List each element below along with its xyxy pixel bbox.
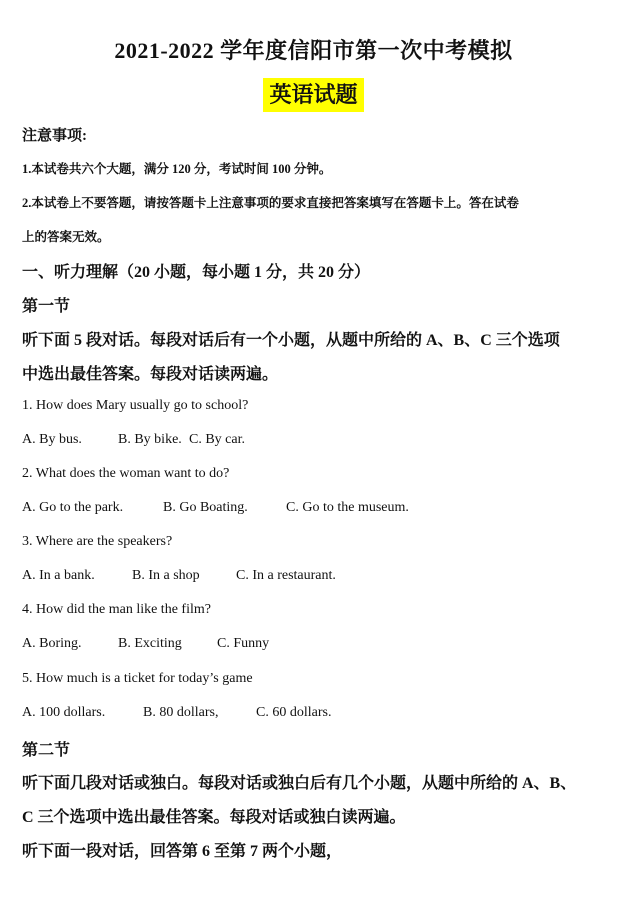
notice-item-2-line-1: 2.本试卷上不要答题，请按答题卡上注意事项的要求直接把答案填写在答题卡上。答在试卷 <box>22 196 519 210</box>
option-c: C. 60 dollars. <box>256 705 332 720</box>
option-b: B. In a shop <box>132 568 200 583</box>
question-2-options <box>22 500 609 516</box>
part-2-instruction-line-2: C 三个选项中选出最佳答案。每段对话或独白读两遍。 <box>22 809 406 826</box>
option-c: C. Go to the museum. <box>286 500 409 515</box>
question-1: 1. How does Mary usually go to school? <box>22 398 249 413</box>
option-b: B. 80 dollars, <box>143 705 219 720</box>
option-b: B. Exciting <box>118 636 182 651</box>
question-5-options <box>22 705 609 721</box>
option-c: C. Funny <box>217 636 270 651</box>
option-a: A. Go to the park. <box>22 500 124 515</box>
question-4-options <box>22 636 609 652</box>
option-c: C. In a restaurant. <box>236 568 336 583</box>
question-5: 5. How much is a ticket for today’s game <box>22 671 253 686</box>
part-1-instruction-line-2: 中选出最佳答案。每段对话读两遍。 <box>22 366 279 383</box>
exam-title: 2021-2022 学年度信阳市第一次中考模拟 <box>114 38 513 63</box>
subtitle-wrapper <box>0 78 627 112</box>
question-1-options <box>22 432 609 448</box>
question-2: 2. What does the woman want to do? <box>22 466 230 481</box>
option-b: B. Go Boating. <box>163 500 248 515</box>
section-1-heading: 一、听力理解（20 小题，每小题 1 分，共 20 分） <box>22 264 371 281</box>
option-a: A. Boring. <box>22 636 82 651</box>
part-1-heading: 第一节 <box>22 298 71 315</box>
exam-subject-highlight: 英语试题 <box>263 78 363 112</box>
option-a: A. By bus. <box>22 432 82 447</box>
question-3: 3. Where are the speakers? <box>22 534 173 549</box>
option-b: B. By bike. <box>118 432 182 447</box>
notice-item-2-line-2: 上的答案无效。 <box>22 230 110 244</box>
option-a: A. 100 dollars. <box>22 705 106 720</box>
option-a: A. In a bank. <box>22 568 95 583</box>
part-2-instruction-line-1: 听下面几段对话或独白。每段对话或独白后有几个小题，从题中所给的 A、B、 <box>22 775 577 792</box>
notice-item-1: 1.本试卷共六个大题，满分 120 分，考试时间 100 分钟。 <box>22 162 332 176</box>
part-1-instruction-line-1: 听下面 5 段对话。每段对话后有一个小题，从题中所给的 A、B、C 三个选项 <box>22 332 560 349</box>
question-4: 4. How did the man like the film? <box>22 602 211 617</box>
notice-heading: 注意事项: <box>22 128 87 144</box>
question-3-options <box>22 568 609 584</box>
part-2-heading: 第二节 <box>22 742 71 759</box>
part-2-instruction-line-3: 听下面一段对话，回答第 6 至第 7 两个小题， <box>22 843 343 860</box>
option-c: C. By car. <box>189 432 245 447</box>
